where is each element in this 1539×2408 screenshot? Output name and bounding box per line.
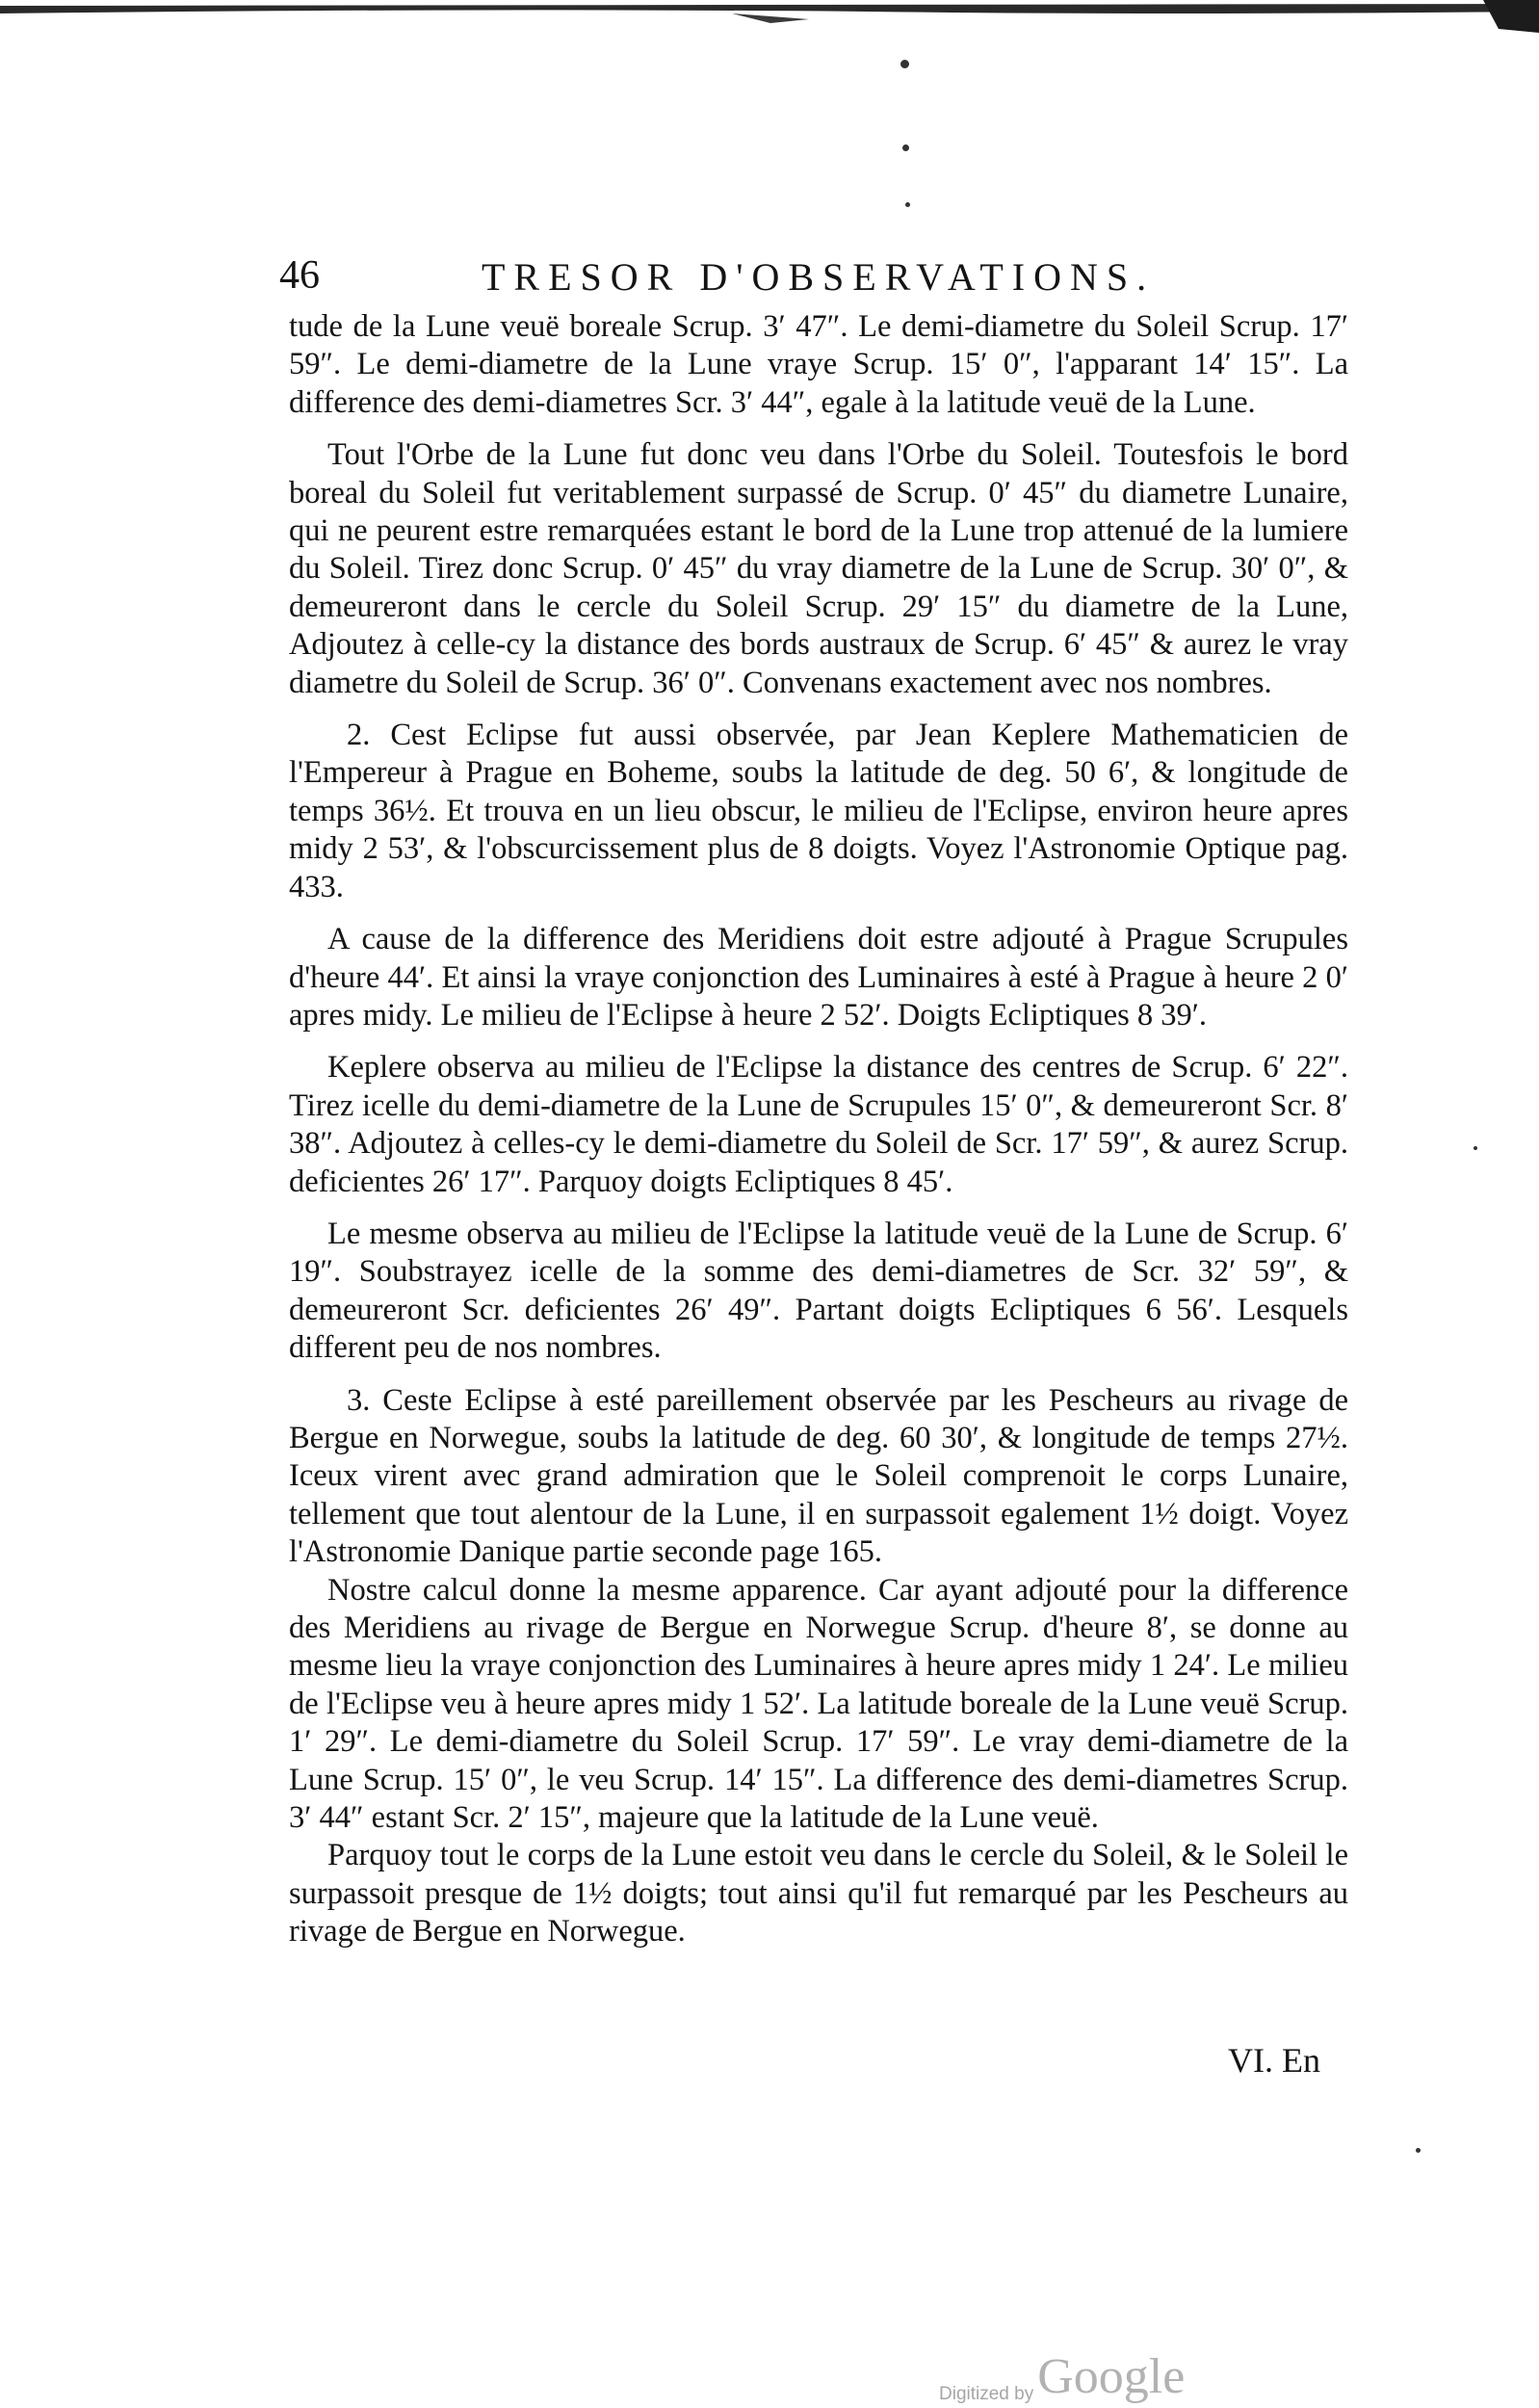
- body-text: [289, 308, 1348, 1951]
- running-head: TRESOR D'OBSERVATIONS.: [482, 255, 1156, 299]
- paragraph: Keplere observa au milieu de l'Eclipse la distance des centres de Scrup. 6′ 22″. Tirez icelle du demi-diametre de la Lune de Scrupules 15′ 0″, & demeureront Scr. 8′ 38″. Adjoutez à celles-cy le demi-diametre du Soleil de Scr. 17′ 59″, & aurez Scrup. deficientes 26′ 17″. Parquoy doigts Ecliptiques 8 45′.: [289, 1050, 1348, 1199]
- page-number: 46: [279, 253, 320, 298]
- paragraph: 2. Cest Eclipse fut aussi observée, par Jean Keplere Mathematicien de l'Empereur à Prague en Boheme, soubs la latitude de deg. 50 6′, & longitude de temps 36½. Et trouva en un lieu obscur, le milieu de l'Eclipse, environ heure apres midy 2 53′, & l'obscurcissement plus de 8 doigts. Voyez l'Astronomie Optique pag. 433.: [289, 718, 1348, 904]
- catchword: VI. En: [1228, 2041, 1320, 2080]
- watermark-prefix: Digitized by: [939, 2384, 1034, 2404]
- paragraph: Le mesme observa au milieu de l'Eclipse la latitude veuë de la Lune de Scrup. 6′ 19″. Soubstrayez icelle de la somme des demi-diametres de Scr. 32′ 59″, & demeureront Scr. deficientes 26′ 49″. Partant doigts Ecliptiques 6 56′. Lesquels different peu de nos nombres.: [289, 1216, 1348, 1366]
- digitized-watermark: [939, 2348, 1186, 2404]
- paragraph: 3. Ceste Eclipse à esté pareillement observée par les Pescheurs au rivage de Bergue en Norwegue, soubs la latitude de deg. 60 30′, & longitude de temps 27½. Iceux virent avec grand admiration que le Soleil comprenoit le corps Lunaire, tellement que tout alentour de la Lune, il en surpassoit egalement 1½ doigt. Voyez l'Astronomie Danique partie seconde page 165.: [289, 1382, 1348, 1570]
- ink-speck: [900, 60, 909, 68]
- ink-speck: [905, 202, 910, 207]
- ink-speck: [1474, 1146, 1477, 1150]
- paragraph: Parquoy tout le corps de la Lune estoit veu dans le cercle du Soleil, & le Soleil le surpassoit presque de 1½ doigts; tout ainsi qu'il fut remarqué par les Pescheurs au rivage de Bergue en Norwegue.: [289, 1838, 1348, 1950]
- scan-edge-smudge: [0, 0, 1539, 33]
- google-logo: Google: [1037, 2349, 1186, 2404]
- paragraph: Nostre calcul donne la mesme apparence. Car ayant adjouté pour la difference des Meridiens au rivage de Bergue en Norwegue Scrup. d'heure 8′, se donne au mesme lieu la vraye conjonction des Luminaires à heure apres midy 1 24′. Le milieu de l'Eclipse veu à heure apres midy 1 52′. La latitude boreale de la Lune veuë Scrup. 1′ 29″. Le demi-diametre du Soleil Scrup. 17′ 59″. Le vray demi-diametre de la Lune Scrup. 15′ 0″, le veu Scrup. 14′ 15″. La difference des demi-diametres Scrup. 3′ 44″ estant Scr. 2′ 15″, majeure que la latitude de la Lune veuë.: [289, 1572, 1348, 1836]
- ink-speck: [1416, 2148, 1421, 2153]
- ink-speck: [902, 144, 909, 151]
- paragraph: Tout l'Orbe de la Lune fut donc veu dans l'Orbe du Soleil. Toutesfois le bord boreal du Soleil fut veritablement surpassé de Scrup. 0′ 45″ du diametre Lunaire, qui ne peurent estre remarquées estant le bord de la Lune trop attenué de la lumiere du Soleil. Tirez donc Scrup. 0′ 45″ du vray diametre de la Lune de Scrup. 30′ 0″, & demeureront dans le cercle du Soleil Scrup. 29′ 15″ du diametre de la Lune, Adjoutez à celle-cy la distance des bords austraux de Scrup. 6′ 45″ & aurez le vray diametre du Soleil de Scrup. 36′ 0″. Convenans exactement avec nos nombres.: [289, 437, 1348, 700]
- paragraph: tude de la Lune veuë boreale Scrup. 3′ 47″. Le demi-diametre du Soleil Scrup. 17′ 59″. Le demi-diametre de la Lune vraye Scrup. 15′ 0″, l'apparant 14′ 15″. La difference des demi-diametres Scr. 3′ 44″, egale à la latitude veuë de la Lune.: [289, 309, 1348, 420]
- paragraph: A cause de la difference des Meridiens doit estre adjouté à Prague Scrupules d'heure 44′. Et ainsi la vraye conjonction des Luminaires à esté à Prague à heure 2 0′ apres midy. Le milieu de l'Eclipse à heure 2 52′. Doigts Ecliptiques 8 39′.: [289, 922, 1348, 1033]
